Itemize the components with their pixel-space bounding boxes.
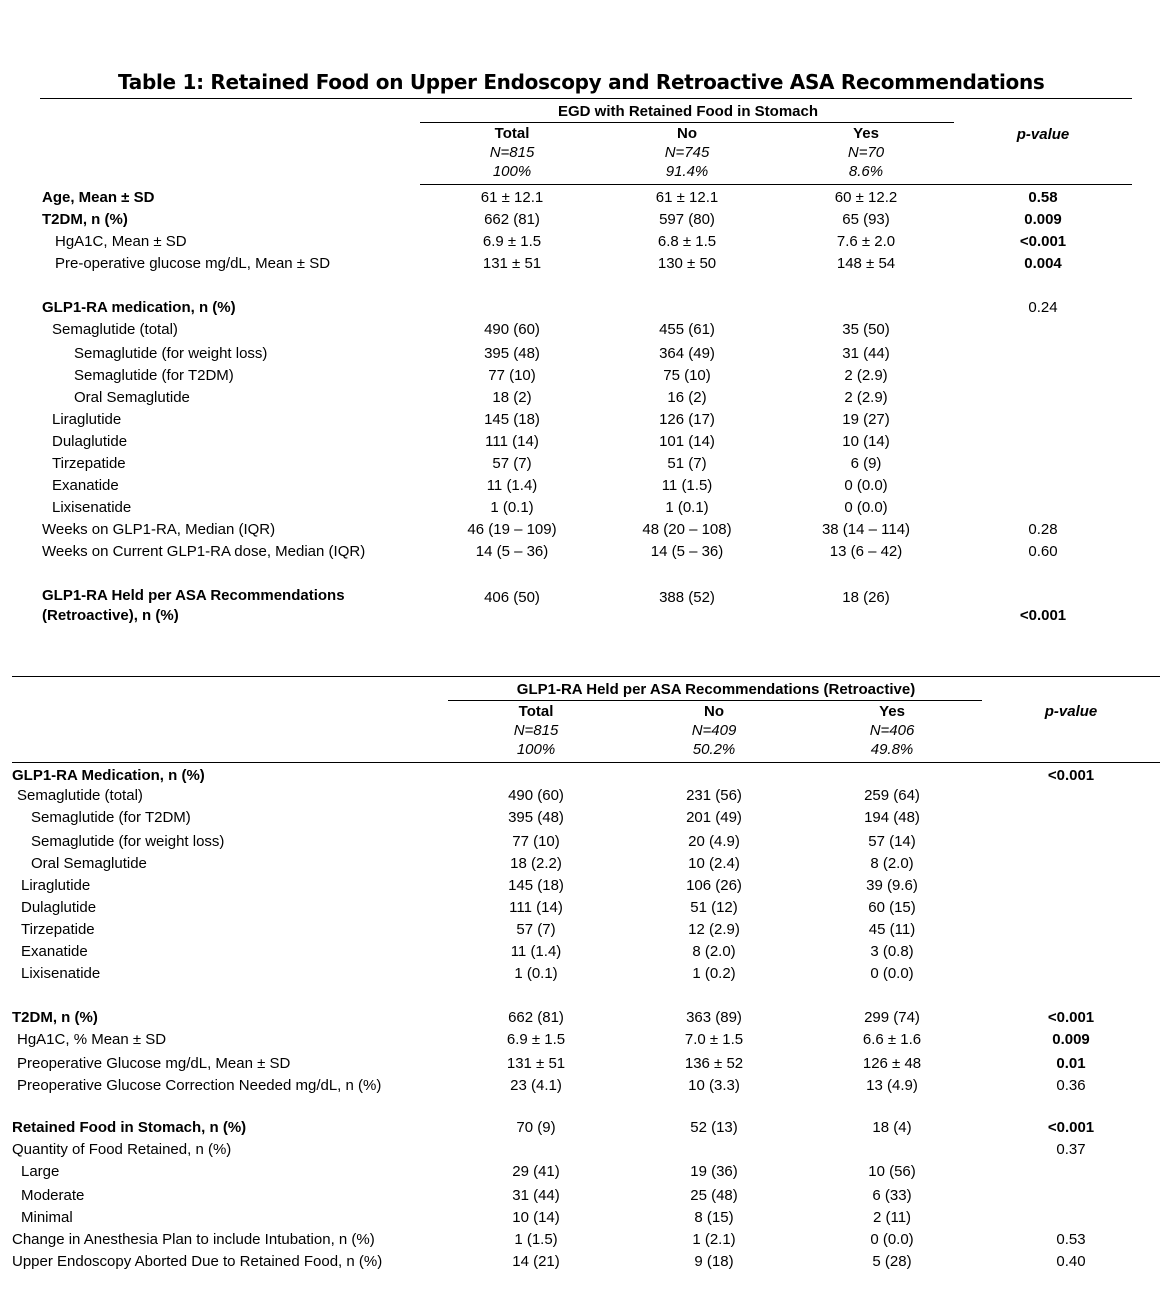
p-value: 0.58 <box>1028 189 1058 206</box>
table-cell: 65 (93) <box>842 211 890 228</box>
p-value: <0.001 <box>1047 767 1095 784</box>
column-pct: 8.6% <box>848 163 884 180</box>
top-rule-2 <box>12 676 1160 677</box>
table-cell: 1 (0.1) <box>514 965 558 982</box>
table-cell: 111 (14) <box>509 899 563 916</box>
table-cell: 0 (0.0) <box>844 477 888 494</box>
row-label: Semaglutide (for weight loss) <box>31 833 225 850</box>
table-cell: 51 (12) <box>690 899 738 916</box>
table-cell: 14 (5 – 36) <box>650 543 724 560</box>
table-cell: 77 (10) <box>512 833 560 850</box>
row-label: Semaglutide (for weight loss) <box>74 345 268 362</box>
table-cell: 6.9 ± 1.5 <box>506 1031 566 1048</box>
table-cell: 395 (48) <box>508 809 564 826</box>
row-label: HgA1C, % Mean ± SD <box>17 1031 167 1048</box>
column-pct: 100% <box>516 741 556 758</box>
table-cell: 490 (60) <box>484 321 540 338</box>
table-cell: 18 (4) <box>872 1119 912 1136</box>
column-header: Total <box>518 703 554 720</box>
table-cell: 597 (80) <box>659 211 715 228</box>
column-pct: 49.8% <box>870 741 914 758</box>
table-cell: 126 (17) <box>659 411 715 428</box>
row-label: Minimal <box>21 1209 73 1226</box>
table-cell: 0 (0.0) <box>870 965 914 982</box>
table-cell: 106 (26) <box>686 877 742 894</box>
row-label: HgA1C, Mean ± SD <box>55 233 187 250</box>
row-label: Quantity of Food Retained, n (%) <box>12 1141 232 1158</box>
column-header: Yes <box>879 703 905 720</box>
top-rule <box>40 98 1132 99</box>
table-cell: 38 (14 – 114) <box>821 521 911 538</box>
row-label: GLP1-RA medication, n (%) <box>42 299 236 316</box>
table-cell: 19 (27) <box>842 411 890 428</box>
row-label: Weeks on GLP1-RA, Median (IQR) <box>42 521 276 538</box>
table-cell: 6.8 ± 1.5 <box>657 233 717 250</box>
row-label: Tirzepatide <box>52 455 126 472</box>
row-label: Lixisenatide <box>52 499 132 516</box>
row-label: Oral Semaglutide <box>74 389 190 406</box>
table-cell: 25 (48) <box>690 1187 738 1204</box>
table-cell: 10 (14) <box>512 1209 560 1226</box>
table-cell: 13 (4.9) <box>866 1077 918 1094</box>
row-label: Exanatide <box>52 477 119 494</box>
table-cell: 2 (11) <box>872 1209 912 1226</box>
row-label: Lixisenatide <box>21 965 101 982</box>
table-cell: 23 (4.1) <box>510 1077 562 1094</box>
table-cell: 13 (6 – 42) <box>829 543 903 560</box>
p-value: 0.36 <box>1056 1077 1086 1094</box>
table-cell: 31 (44) <box>512 1187 560 1204</box>
table-cell: 1 (1.5) <box>514 1231 558 1248</box>
row-label: Semaglutide (for T2DM) <box>74 367 234 384</box>
p-value: <0.001 <box>1047 1009 1095 1026</box>
table-cell: 1 (0.1) <box>665 499 709 516</box>
table-cell: 395 (48) <box>484 345 540 362</box>
column-pct: 50.2% <box>692 741 736 758</box>
table-cell: 662 (81) <box>508 1009 564 1026</box>
table-cell: 57 (7) <box>516 921 556 938</box>
row-label: Large <box>21 1163 60 1180</box>
p-value: 0.28 <box>1028 521 1058 538</box>
table-cell: 299 (74) <box>864 1009 920 1026</box>
table-cell: 77 (10) <box>488 367 536 384</box>
p-value: 0.004 <box>1024 255 1062 272</box>
table-cell: 131 ± 51 <box>482 255 542 272</box>
table-cell: 14 (5 – 36) <box>475 543 549 560</box>
header-rule <box>12 762 1160 763</box>
column-header: No <box>677 125 697 142</box>
table-cell: 111 (14) <box>485 433 539 450</box>
table-cell: 8 (15) <box>694 1209 734 1226</box>
row-label: GLP1-RA Held per ASA Recommendations <box>42 587 345 604</box>
p-value: <0.001 <box>1047 1119 1095 1136</box>
table-cell: 7.6 ± 2.0 <box>836 233 896 250</box>
table-cell: 194 (48) <box>864 809 920 826</box>
table-cell: 6 (9) <box>850 455 882 472</box>
table-cell: 39 (9.6) <box>866 877 918 894</box>
table-cell: 455 (61) <box>659 321 715 338</box>
p-value: 0.40 <box>1056 1253 1086 1270</box>
column-header: Total <box>494 125 530 142</box>
row-label: Dulaglutide <box>52 433 128 450</box>
column-pct: 91.4% <box>665 163 709 180</box>
table-cell: 259 (64) <box>864 787 920 804</box>
table-cell: 364 (49) <box>659 345 715 362</box>
table-cell: 231 (56) <box>686 787 742 804</box>
table-cell: 1 (0.1) <box>490 499 534 516</box>
table-cell: 18 (2) <box>492 389 532 406</box>
table-title: Table 1: Retained Food on Upper Endoscopy and Retroactive ASA Recommendations <box>118 70 1045 94</box>
p-value: 0.01 <box>1056 1055 1086 1072</box>
header-rule <box>420 184 1132 185</box>
table-cell: 31 (44) <box>842 345 890 362</box>
row-label: Upper Endoscopy Aborted Due to Retained Food, n (%) <box>12 1253 383 1270</box>
column-n: N=815 <box>489 144 535 161</box>
row-label: Exanatide <box>21 943 88 960</box>
row-label: Dulaglutide <box>21 899 97 916</box>
pvalue-header: p-value <box>1016 126 1070 143</box>
row-label: Semaglutide (for T2DM) <box>31 809 191 826</box>
table-cell: 57 (14) <box>868 833 916 850</box>
table-cell: 46 (19 – 109) <box>467 521 557 538</box>
table-cell: 29 (41) <box>512 1163 560 1180</box>
row-label: (Retroactive), n (%) <box>42 607 179 624</box>
row-label: Liraglutide <box>21 877 91 894</box>
p-value: 0.009 <box>1024 211 1062 228</box>
pvalue-header: p-value <box>1044 703 1098 720</box>
table-cell: 18 (26) <box>842 589 890 606</box>
table-cell: 2 (2.9) <box>844 367 888 384</box>
table-cell: 3 (0.8) <box>870 943 914 960</box>
table-cell: 10 (2.4) <box>688 855 740 872</box>
table-cell: 148 ± 54 <box>836 255 896 272</box>
table-cell: 61 ± 12.1 <box>480 189 544 206</box>
column-n: N=745 <box>664 144 710 161</box>
table-cell: 18 (2.2) <box>510 855 562 872</box>
column-header: No <box>704 703 724 720</box>
table-cell: 363 (89) <box>686 1009 742 1026</box>
table-cell: 19 (36) <box>690 1163 738 1180</box>
row-label: Tirzepatide <box>21 921 95 938</box>
row-label: Semaglutide (total) <box>17 787 143 804</box>
column-n: N=70 <box>847 144 885 161</box>
p-value: 0.24 <box>1028 299 1058 316</box>
table-cell: 8 (2.0) <box>692 943 736 960</box>
row-label: Age, Mean ± SD <box>42 189 155 206</box>
group-header-rule <box>448 700 982 701</box>
row-label: Preoperative Glucose mg/dL, Mean ± SD <box>17 1055 291 1072</box>
row-label: T2DM, n (%) <box>42 211 128 228</box>
table-cell: 10 (3.3) <box>688 1077 740 1094</box>
p-value: <0.001 <box>1019 233 1067 250</box>
table-cell: 6 (33) <box>872 1187 912 1204</box>
table-cell: 136 ± 52 <box>684 1055 744 1072</box>
table-cell: 388 (52) <box>659 589 715 606</box>
table-cell: 490 (60) <box>508 787 564 804</box>
row-label: Semaglutide (total) <box>52 321 178 338</box>
row-label: Liraglutide <box>52 411 122 428</box>
table-cell: 201 (49) <box>686 809 742 826</box>
table-cell: 6.9 ± 1.5 <box>482 233 542 250</box>
p-value: 0.60 <box>1028 543 1058 560</box>
table-cell: 11 (1.4) <box>486 477 538 494</box>
table-cell: 35 (50) <box>842 321 890 338</box>
table-cell: 12 (2.9) <box>688 921 740 938</box>
table-cell: 131 ± 51 <box>506 1055 566 1072</box>
table-cell: 1 (2.1) <box>692 1231 736 1248</box>
table-cell: 130 ± 50 <box>657 255 717 272</box>
table-cell: 5 (28) <box>872 1253 912 1270</box>
row-label: Oral Semaglutide <box>31 855 147 872</box>
table-cell: 0 (0.0) <box>870 1231 914 1248</box>
column-n: N=409 <box>691 722 737 739</box>
table-cell: 75 (10) <box>663 367 711 384</box>
column-n: N=815 <box>513 722 559 739</box>
row-label: Pre-operative glucose mg/dL, Mean ± SD <box>55 255 331 272</box>
column-pct: 100% <box>492 163 532 180</box>
table-cell: 11 (1.5) <box>661 477 713 494</box>
table-cell: 7.0 ± 1.5 <box>684 1031 744 1048</box>
table-cell: 0 (0.0) <box>844 499 888 516</box>
table-cell: 14 (21) <box>512 1253 560 1270</box>
table-cell: 9 (18) <box>694 1253 734 1270</box>
table-cell: 20 (4.9) <box>688 833 740 850</box>
table-cell: 51 (7) <box>667 455 707 472</box>
table-cell: 662 (81) <box>484 211 540 228</box>
column-header: Yes <box>853 125 879 142</box>
row-label: Change in Anesthesia Plan to include Intubation, n (%) <box>12 1231 375 1248</box>
table-cell: 61 ± 12.1 <box>655 189 719 206</box>
table-cell: 8 (2.0) <box>870 855 914 872</box>
table-cell: 6.6 ± 1.6 <box>862 1031 922 1048</box>
table-cell: 2 (2.9) <box>844 389 888 406</box>
table-cell: 16 (2) <box>667 389 707 406</box>
group-header: GLP1-RA Held per ASA Recommendations (Retroactive) <box>516 681 916 698</box>
row-label: T2DM, n (%) <box>12 1009 98 1026</box>
table-cell: 45 (11) <box>868 921 916 938</box>
row-label: Preoperative Glucose Correction Needed mg/dL, n (%) <box>17 1077 382 1094</box>
p-value: <0.001 <box>1019 607 1067 624</box>
table-cell: 52 (13) <box>690 1119 738 1136</box>
column-n: N=406 <box>869 722 915 739</box>
row-label: Retained Food in Stomach, n (%) <box>12 1119 247 1136</box>
table-cell: 145 (18) <box>508 877 564 894</box>
table-cell: 10 (14) <box>842 433 890 450</box>
table-cell: 60 (15) <box>868 899 916 916</box>
table-cell: 145 (18) <box>484 411 540 428</box>
table-cell: 48 (20 – 108) <box>642 521 732 538</box>
table-cell: 1 (0.2) <box>692 965 736 982</box>
group-header-rule <box>420 122 954 123</box>
row-label: Weeks on Current GLP1-RA dose, Median (IQR) <box>42 543 366 560</box>
table-cell: 11 (1.4) <box>510 943 562 960</box>
p-value: 0.009 <box>1052 1031 1090 1048</box>
table-cell: 406 (50) <box>484 589 540 606</box>
table-cell: 60 ± 12.2 <box>834 189 898 206</box>
table-cell: 101 (14) <box>659 433 715 450</box>
table-cell: 126 ± 48 <box>862 1055 922 1072</box>
table-cell: 57 (7) <box>492 455 532 472</box>
row-label: GLP1-RA Medication, n (%) <box>12 767 205 784</box>
table-cell: 70 (9) <box>516 1119 556 1136</box>
group-header: EGD with Retained Food in Stomach <box>557 103 819 120</box>
table-cell: 10 (56) <box>868 1163 916 1180</box>
p-value: 0.53 <box>1056 1231 1086 1248</box>
p-value: 0.37 <box>1056 1141 1086 1158</box>
row-label: Moderate <box>21 1187 85 1204</box>
